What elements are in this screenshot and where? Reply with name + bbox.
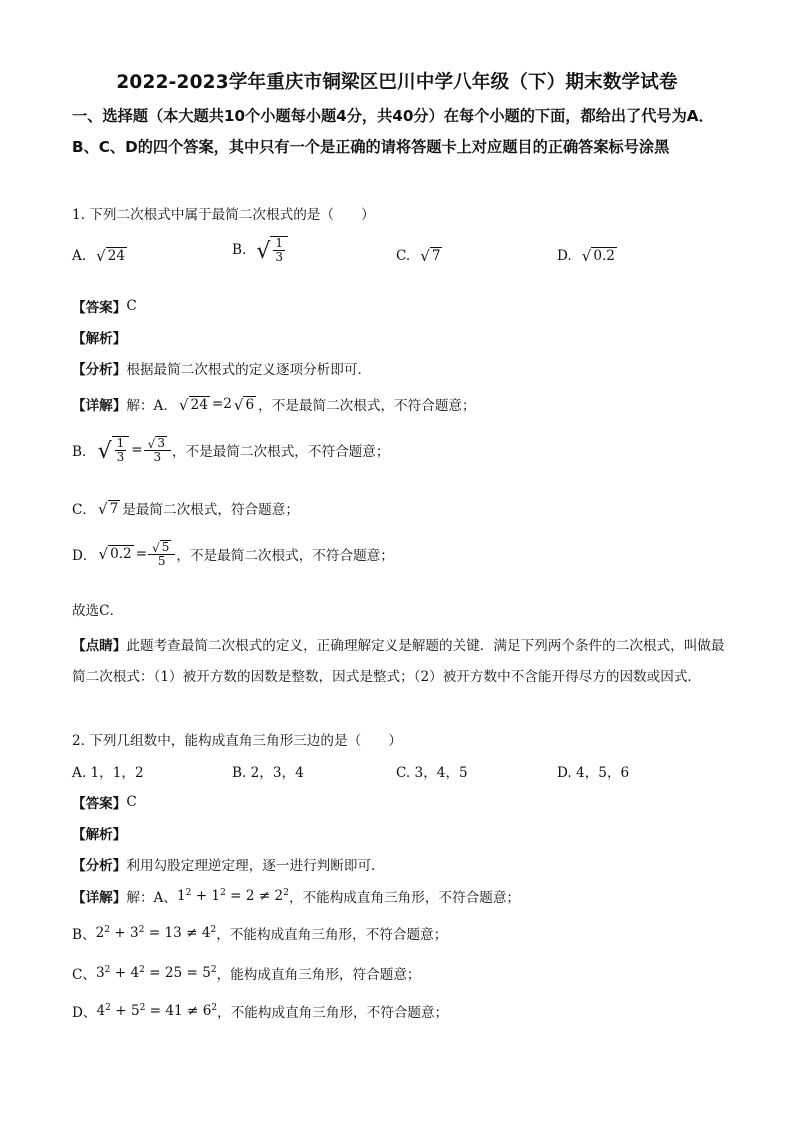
sqrt-expression: √ $\frac{1}{3}$ <box>256 236 288 263</box>
fraction-denominator: 5 <box>157 554 166 569</box>
page-title: 2022-2023学年重庆市铜梁区巴川中学八年级（下）期末数学试卷 <box>116 72 678 93</box>
dianjing-text: 此题考查最简二次根式的定义，正确理解定义是解题的关键．满足下列两个条件的二次根式，叫做最简二次根式：（1）被开方数的因数是整数，因式是整式；（2）被开方数中不含能开得尽方的因数或因式． <box>72 638 725 685</box>
answer-value: C <box>126 794 137 810</box>
sqrt-expression: √ 7 <box>420 247 441 265</box>
q1-option-b <box>232 236 290 263</box>
detail-text: ，不能构成直角三角形，不符合题意； <box>288 890 521 906</box>
q2-detail-b <box>72 923 447 943</box>
q2-detail-a <box>72 886 520 906</box>
fenxi-text: 利用勾股定理逆定理，逐一进行判断即可． <box>126 858 385 874</box>
fenxi-tag: 【分析】 <box>72 362 127 378</box>
answer-value: C <box>126 298 137 314</box>
radicand: 7 <box>431 248 441 264</box>
detail-prefix: D． <box>72 547 97 564</box>
term-b: 5 <box>130 1003 140 1019</box>
detail-text: 是最简二次根式，符合题意； <box>122 502 299 518</box>
dianjing-tag: 【点睛】 <box>72 638 127 654</box>
q2-option-b: B. 2，3，4 <box>232 765 304 781</box>
option-label: A. <box>72 247 87 264</box>
analysis-tag: 【解析】 <box>72 331 127 347</box>
fraction-denominator: 3 <box>153 450 162 465</box>
q2-answer <box>72 792 137 812</box>
q2-option-a: A. 1，1，2 <box>72 765 144 781</box>
fraction-denominator: 3 <box>275 249 283 264</box>
term-c: 6 <box>202 1003 212 1019</box>
sqrt-expression: √ $\frac{1}{3}$ <box>98 436 130 463</box>
term-a: 3 <box>96 965 105 981</box>
sqrt-expression: √ 24 <box>178 395 208 414</box>
term-a: 1 <box>176 888 186 904</box>
q1-option-a <box>72 247 129 264</box>
q1-option-c <box>396 247 444 264</box>
q1-dianjing <box>72 631 732 693</box>
term-b: 1 <box>211 888 221 904</box>
detail-text: ，不是最简二次根式，不符合题意； <box>176 547 394 564</box>
pythagoras-expression: $1^2 + 1^2 = 2 \ne 2^2$ <box>176 888 289 904</box>
q1-detail-b: B． √ $\frac{1}{3}$ = √ 3 3 ，不是最简二次根式，不符合题意； <box>72 436 390 465</box>
sqrt-expression: √ 24 <box>96 247 126 265</box>
sqrt-expression: √ 0.2 <box>581 247 615 265</box>
q1-option-d <box>557 247 619 264</box>
pythagoras-expression: $4^2 + 5^2 = 41 \ne 6^2$ <box>96 1003 218 1019</box>
radicand: 7 <box>109 500 119 517</box>
question-1-stem: 1. 下列二次根式中属于最简二次根式的是（ ） <box>72 207 375 223</box>
term-c: 4 <box>201 925 211 941</box>
q1-choose: 故选C． <box>72 603 124 619</box>
q2-detail-c <box>72 963 421 983</box>
sqrt-expression: √ 0.2 <box>98 545 132 564</box>
radicand: 0.2 <box>593 248 615 264</box>
pythagoras-expression: $3^2 + 4^2 = 25 = 5^2$ <box>96 965 217 981</box>
fenxi-text: 根据最简二次根式的定义逐项分析即可． <box>126 362 372 378</box>
term-b: 3 <box>130 925 139 941</box>
fraction: √ 3 3 <box>144 436 171 464</box>
radicand: 5 <box>161 540 170 554</box>
fenxi-tag: 【分析】 <box>72 858 127 874</box>
term-a: 4 <box>96 1003 106 1019</box>
equals-expression: =2 <box>211 396 232 412</box>
detail-text: ，不是最简二次根式，不符合题意； <box>258 398 476 414</box>
term-b: 4 <box>130 965 140 981</box>
answer-tag: 【答案】 <box>72 300 127 316</box>
term-a: 2 <box>95 925 105 941</box>
detail-prefix: C． <box>72 502 96 518</box>
q2-detail-d <box>72 1001 448 1021</box>
detail-prefix: D、 <box>72 1005 97 1021</box>
q2-fenxi <box>72 854 385 874</box>
q2-analysis-tag <box>72 823 126 843</box>
radicand: 6 <box>245 396 255 413</box>
q1-detail-c <box>72 498 299 518</box>
term-c: 5 <box>202 965 211 981</box>
fraction-numerator: 1 <box>275 236 283 250</box>
q1-detail-a <box>72 394 476 414</box>
pythagoras-expression: $2^2 + 3^2 = 13 \ne 4^2$ <box>95 925 217 941</box>
q1-fenxi <box>72 358 371 378</box>
detail-prefix: 解：A、 <box>126 890 177 906</box>
question-2-stem: 2. 下列几组数中，能构成直角三角形三边的是（ ） <box>72 733 402 749</box>
detail-tag: 【详解】 <box>72 398 127 414</box>
q1-analysis-tag <box>72 327 126 347</box>
answer-tag: 【答案】 <box>72 796 127 812</box>
q1-detail-d: D． √ 0.2 = √ 5 5 ，不是最简二次根式，不符合题意； <box>72 540 394 569</box>
fraction: √ 5 5 <box>148 540 175 568</box>
fraction-numerator: 1 <box>116 436 125 451</box>
detail-prefix: B、 <box>72 927 96 943</box>
relation: = 13 ≠ <box>148 925 198 941</box>
detail-text: ，不能构成直角三角形，不符合题意； <box>216 927 448 943</box>
relation: = 41 ≠ <box>149 1003 199 1019</box>
detail-text: ，不能构成直角三角形，不符合题意； <box>217 1005 449 1021</box>
relation: = 2 ≠ <box>230 888 271 904</box>
q2-option-d: D. 4，5，6 <box>557 765 630 781</box>
radicand: 24 <box>107 248 126 264</box>
radicand: 3 <box>157 436 165 450</box>
option-label: B. <box>232 241 247 258</box>
relation: = 25 = <box>149 965 198 981</box>
option-label: C. <box>396 247 411 264</box>
detail-tag: 【详解】 <box>72 890 127 906</box>
detail-text: ，能构成直角三角形，符合题意； <box>216 967 421 983</box>
analysis-tag: 【解析】 <box>72 827 127 843</box>
q1-answer <box>72 296 137 316</box>
detail-prefix: C、 <box>72 967 96 983</box>
detail-text: ，不是最简二次根式，不符合题意； <box>171 443 390 460</box>
term-c: 2 <box>274 888 284 904</box>
fraction-denominator: 3 <box>116 449 125 464</box>
option-label: D. <box>557 247 572 264</box>
q2-option-c: C. 3，4，5 <box>396 765 468 781</box>
radicand: 0.2 <box>110 546 132 563</box>
sqrt-expression: √ 6 <box>233 395 255 414</box>
radicand: 24 <box>190 396 208 413</box>
detail-prefix: 解：A． <box>126 398 177 414</box>
sqrt-expression: √ 7 <box>98 499 119 518</box>
detail-prefix: B． <box>72 443 96 460</box>
section-heading-choice: 一、选择题（本大题共10个小题每小题4分，共40分）在每个小题的下面，都给出了代号为A．B、C、D的四个答案，其中只有一个是正确的请将答题卡上对应题目的正确答案标号涂黑 <box>72 107 714 156</box>
